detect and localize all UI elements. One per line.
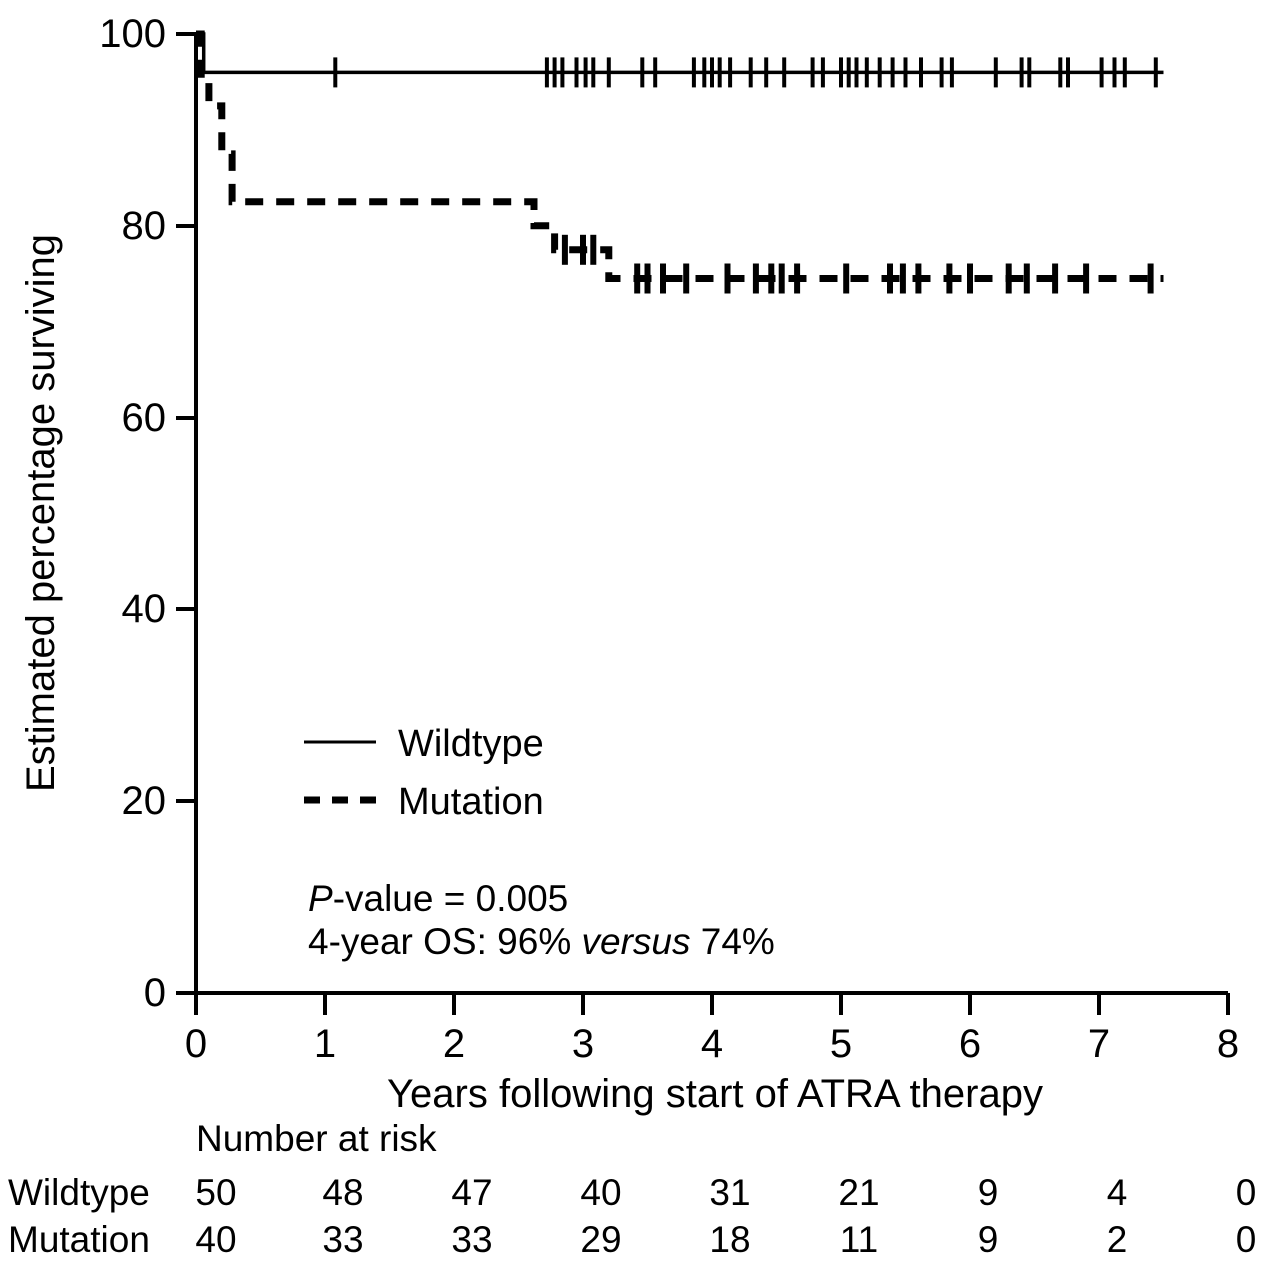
risk-wildtype-8: 0 [1235, 1172, 1257, 1213]
x-tick-label-0: 0 [184, 1022, 208, 1066]
x-axis-ticks [196, 993, 1228, 1015]
risk-table [8, 1118, 1256, 1260]
risk-wildtype-4: 31 [709, 1172, 751, 1213]
risk-mutation-5: 11 [839, 1219, 879, 1260]
y-tick-label-80: 80 [121, 204, 166, 248]
risk-mutation-2: 33 [451, 1219, 493, 1260]
y-axis-title: Estimated percentage surviving [19, 233, 63, 793]
pvalue-rest: -value = 0.005 [332, 878, 569, 919]
x-tick-label-6: 6 [958, 1022, 982, 1066]
x-tick-label-8: 8 [1216, 1022, 1240, 1066]
x-tick-label-5: 5 [829, 1022, 853, 1066]
risk-wildtype-2: 47 [451, 1172, 493, 1213]
os-italic-versus: versus [581, 921, 691, 962]
os-prefix: 4-year OS: 96% [308, 921, 582, 962]
x-tick-label-4: 4 [700, 1022, 724, 1066]
risk-mutation-3: 29 [580, 1219, 622, 1260]
risk-mutation-1: 33 [322, 1219, 364, 1260]
x-axis-title: Years following start of ATRA therapy [387, 1072, 1043, 1116]
x-tick-label-1: 1 [313, 1022, 337, 1066]
y-axis-ticks [176, 34, 196, 993]
risk-wildtype-7: 4 [1106, 1172, 1128, 1213]
y-tick-label-40: 40 [121, 587, 166, 631]
curve-wildtype [196, 34, 1164, 72]
x-tick-label-7: 7 [1087, 1022, 1111, 1066]
risk-mutation-4: 18 [709, 1219, 751, 1260]
risk-row-label-wildtype: Wildtype [8, 1172, 150, 1213]
x-tick-label-2: 2 [442, 1022, 466, 1066]
x-tick-label-3: 3 [571, 1022, 595, 1066]
pvalue-italic-p: P [308, 878, 333, 919]
y-tick-label-0: 0 [143, 971, 166, 1015]
legend-label-mutation: Mutation [398, 781, 544, 823]
os-suffix: 74% [690, 921, 775, 962]
legend-label-wildtype: Wildtype [398, 723, 544, 765]
risk-table-heading: Number at risk [196, 1118, 437, 1159]
risk-wildtype-3: 40 [580, 1172, 622, 1213]
y-tick-label-100: 100 [99, 12, 166, 56]
y-tick-label-60: 60 [121, 396, 166, 440]
risk-mutation-6: 9 [977, 1219, 999, 1260]
risk-wildtype-0: 50 [195, 1172, 237, 1213]
risk-mutation-8: 0 [1235, 1219, 1257, 1260]
series-wildtype [196, 34, 1164, 87]
risk-mutation-0: 40 [195, 1219, 237, 1260]
risk-wildtype-6: 9 [977, 1172, 999, 1213]
series-layer [196, 34, 1164, 294]
y-tick-label-20: 20 [121, 779, 166, 823]
pvalue-annotation [308, 878, 568, 919]
risk-mutation-7: 2 [1106, 1219, 1128, 1260]
risk-wildtype-1: 48 [322, 1172, 364, 1213]
risk-row-label-mutation: Mutation [8, 1219, 150, 1260]
legend [304, 723, 544, 823]
risk-wildtype-5: 21 [838, 1172, 880, 1213]
os-annotation [308, 921, 775, 962]
